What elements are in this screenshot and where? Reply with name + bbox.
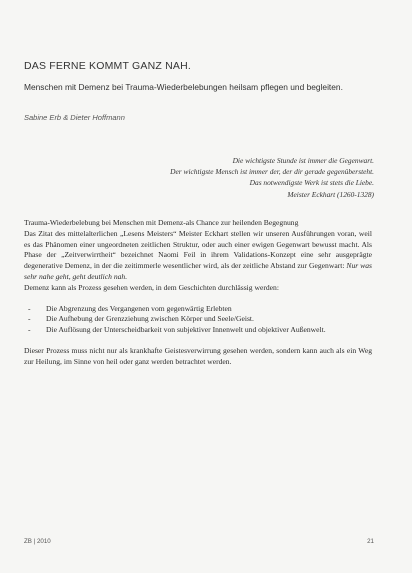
page-number: 21 xyxy=(367,538,374,545)
epigraph xyxy=(74,155,374,200)
section-heading: Trauma-Wiederbelebung bei Menschen mit Demenz-als Chance zur heilenden Begegnung xyxy=(24,218,299,227)
bullet-list xyxy=(24,304,372,336)
list-item xyxy=(24,304,372,315)
epigraph-line: Der wichtigste Mensch ist immer der, der dir gerade gegenübersteht. xyxy=(170,167,374,177)
list-item-text: Die Aufhebung der Grenzziehung zwischen Körper und Seele/Geist. xyxy=(46,314,254,324)
article-authors: Sabine Erb & Dieter Hoffmann xyxy=(24,113,125,122)
list-item-text: Die Abgrenzung des Vergangenen vom gegenwärtig Erlebten xyxy=(46,303,232,313)
list-item xyxy=(24,325,372,336)
list-item xyxy=(24,314,372,325)
paragraph xyxy=(24,229,372,283)
bullet-marker: - xyxy=(28,325,31,335)
article-subtitle: Menschen mit Demenz bei Trauma-Wiederbelebungen heilsam pflegen und begleiten. xyxy=(24,82,343,92)
list-item-text: Die Auflösung der Unterscheidbarkeit von subjektiver Innenwelt und objektiver Außenwelt. xyxy=(46,325,326,335)
epigraph-attribution: Meister Eckhart (1260-1328) xyxy=(287,189,374,199)
paragraph: Demenz kann als Prozess gesehen werden, in dem Geschichten durchlässig werden: xyxy=(24,282,279,292)
epigraph-line: Das notwendigste Werk ist stets die Liebe. xyxy=(249,178,374,188)
paragraph: Dieser Prozess muss nicht nur als krankhafte Geistesverwirrung gesehen werden, sondern kann auch als ein Weg zur Heilung, im Sinne von heil oder ganz werden betrachtet werden. xyxy=(24,345,372,366)
footer-issue: ZB | 2010 xyxy=(24,538,51,545)
article-title: DAS FERNE KOMMT GANZ NAH. xyxy=(24,60,191,72)
bullet-marker: - xyxy=(28,314,31,324)
article-body xyxy=(24,218,372,368)
bullet-marker: - xyxy=(28,303,31,313)
epigraph-line: Die wichtigste Stunde ist immer die Gegenwart. xyxy=(232,156,374,165)
paragraph-emphasis: Nur was sehr nahe geht, geht deutlich nah. xyxy=(24,261,372,281)
paragraph-text: Das Zitat des mittelalterlichen „Lesens Meisters“ Meister Eckhart stellen wir unseren Ausführungen voran, weil es das Phänomen einer ungeordneten zeitlichen Struktur, oder auch einer ewigen Gegenwart bewusst macht. Als Phase der „Zeitverwirrtheit“ bezeichnet Naomi Feil in ihrem Validations-Konzept eine sehr ausgeprägte degenerative Demenz, in der die zeitimmerle wesentlicher wird, als der zeitliche Abstand zur Gegenwart: xyxy=(24,228,372,271)
